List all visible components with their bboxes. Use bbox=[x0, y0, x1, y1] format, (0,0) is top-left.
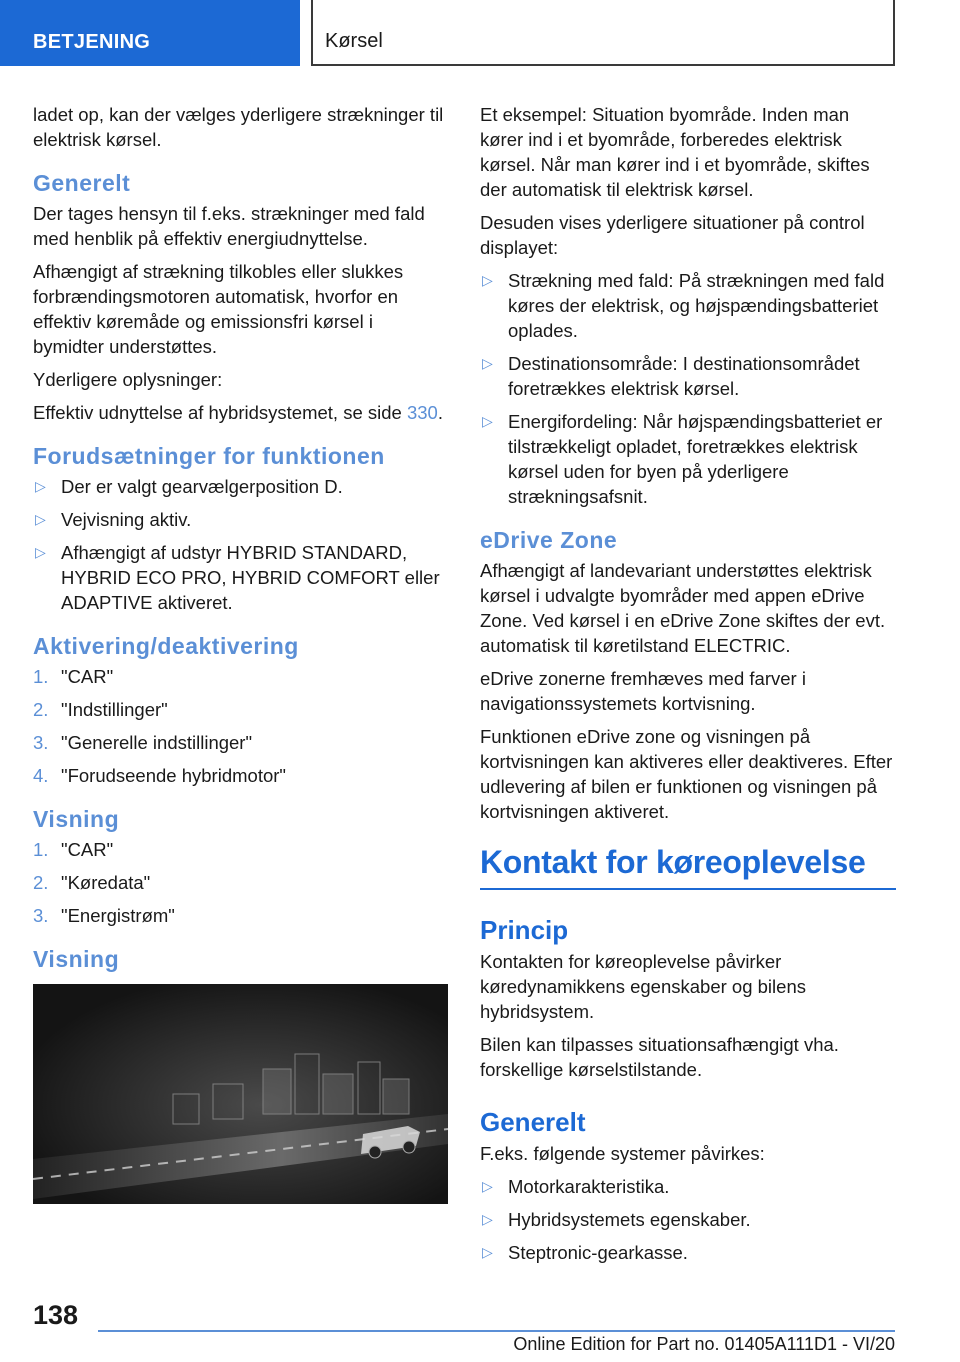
list-item: 2. "Køredata" bbox=[33, 872, 151, 893]
triangle-right-outline-icon: ▷ bbox=[482, 1211, 493, 1227]
left-column bbox=[33, 102, 448, 1204]
triangle-right-outline-icon: ▷ bbox=[35, 511, 46, 527]
page-number: 138 bbox=[33, 1300, 79, 1330]
right-column bbox=[480, 102, 896, 1273]
generelt-paragraph-4 bbox=[33, 400, 448, 425]
list-item: 2. "Indstillinger" bbox=[33, 699, 168, 720]
list-item: 3. "Generelle indstillinger" bbox=[33, 732, 253, 753]
list-item: ▷ Motorkarakteristika. bbox=[482, 1176, 670, 1197]
generelt-p4-end: . bbox=[437, 402, 443, 423]
heading-forudsaetninger: Forudsætninger for funktionen bbox=[33, 443, 385, 469]
princip-paragraph-2: Bilen kan tilpasses situationsafhængigt vha. forskellige kørselstilstande. bbox=[480, 1034, 839, 1080]
list-item: ▷ Energifordeling: Når højspændingsbatteriet er tilstrækkeligt opladet, foretrækkes elektrisk kørsel uden for byen på yderligere strækningsafsnit. bbox=[482, 411, 883, 507]
header-chapter-box bbox=[311, 0, 895, 66]
header-chapter-label: Kørsel bbox=[325, 30, 383, 52]
list-item: 4. "Forudseende hybridmotor" bbox=[33, 765, 286, 786]
list-item: ▷ Afhængigt af udstyr HYBRID STANDARD, HYBRID ECO PRO, HYBRID COMFORT eller ADAPTIVE aktiveret. bbox=[35, 542, 440, 613]
heading-generelt-right: Generelt bbox=[480, 1107, 586, 1137]
princip-paragraph-1: Kontakten for køreoplevelse påvirker køredynamikkens egenskaber og bilens hybridsystem. bbox=[480, 951, 806, 1022]
situations-paragraph: Desuden vises yderligere situationer på control displayet: bbox=[480, 212, 865, 258]
heading-generelt: Generelt bbox=[33, 170, 131, 196]
heading-princip: Princip bbox=[480, 915, 569, 945]
header-section-label: BETJENING bbox=[33, 31, 151, 53]
heading-visning-2: Visning bbox=[33, 946, 120, 972]
footer-edition: Online Edition for Part no. 01405A111D1 - VI/20 bbox=[513, 1334, 895, 1354]
list-item: ▷ Steptronic-gearkasse. bbox=[482, 1242, 688, 1263]
triangle-right-outline-icon: ▷ bbox=[482, 1178, 493, 1194]
triangle-right-outline-icon: ▷ bbox=[35, 544, 46, 560]
list-item: 1. "CAR" bbox=[33, 666, 114, 687]
generelt-p4-text: Effektiv udnyttelse af hybridsystemet, se side bbox=[33, 402, 407, 423]
list-item: ▷ Strækning med fald: På strækningen med fald køres der elektrisk, og højspændingsbatteriet oplades. bbox=[482, 270, 885, 341]
header-section-tab bbox=[0, 0, 300, 66]
triangle-right-outline-icon: ▷ bbox=[35, 478, 46, 494]
generelt-paragraph-1: Der tages hensyn til f.eks. strækninger med fald med henblik på effektiv energiudnyttelse. bbox=[33, 203, 425, 249]
list-item: ▷ Vejvisning aktiv. bbox=[35, 509, 192, 530]
edrive-paragraph-1: Afhængigt af landevariant understøttes elektrisk kørsel i udvalgte byområder med appen eDrive Zone. Ved kørsel i en eDrive Zone skiftes der evt. automatisk til køretilstand ELECTRIC. bbox=[480, 560, 886, 656]
page-reference-link[interactable]: 330 bbox=[406, 402, 438, 423]
heading-aktivering: Aktivering/deaktivering bbox=[33, 633, 299, 659]
edrive-paragraph-2: eDrive zonerne fremhæves med farver i navigationssystemets kortvisning. bbox=[480, 668, 806, 714]
footer-divider bbox=[98, 1330, 895, 1332]
list-item: 3. "Energistrøm" bbox=[33, 905, 175, 926]
example-paragraph: Et eksempel: Situation byområde. Inden man kører ind i et byområde, forberedes elektrisk kørsel. Når man kører ind i et byområde, skiftes der automatisk til elektrisk kørsel. bbox=[480, 104, 870, 200]
edrive-paragraph-3: Funktionen eDrive zone og visningen på kortvisningen kan aktiveres eller deaktiveres. Efter udlevering af bilen er funktionen og visningen på kortvisningen aktiveret. bbox=[480, 726, 893, 822]
forudsaetninger-list bbox=[33, 474, 448, 615]
generelt-right-paragraph: F.eks. følgende systemer påvirkes: bbox=[480, 1143, 765, 1164]
systems-list bbox=[480, 1174, 896, 1265]
intro-paragraph: ladet op, kan der vælges yderligere strækninger til elektrisk kørsel. bbox=[33, 104, 444, 150]
list-item: ▷ Hybridsystemets egenskaber. bbox=[482, 1209, 751, 1230]
list-item: ▷ Der er valgt gearvælgerposition D. bbox=[35, 476, 343, 497]
heading-visning: Visning bbox=[33, 806, 120, 832]
generelt-paragraph-3: Yderligere oplysninger: bbox=[33, 369, 223, 390]
list-item: 1. "CAR" bbox=[33, 839, 114, 860]
triangle-right-outline-icon: ▷ bbox=[482, 1244, 493, 1260]
heading-kontakt-koereoplevelse: Kontakt for køreoplevelse bbox=[480, 842, 896, 890]
triangle-right-outline-icon: ▷ bbox=[482, 413, 493, 429]
list-item: ▷ Destinationsområde: I destinationsområdet foretrækkes elektrisk kørsel. bbox=[482, 353, 860, 399]
visning-illustration bbox=[33, 984, 448, 1204]
visning-steps bbox=[33, 837, 448, 928]
heading-edrive-zone: eDrive Zone bbox=[480, 527, 618, 553]
generelt-paragraph-2: Afhængigt af strækning tilkobles eller slukkes forbrændingsmotoren automatisk, hvorfor en effektiv køremåde og emissionsfri kørsel i bymidter understøttes. bbox=[33, 261, 404, 357]
aktivering-steps bbox=[33, 664, 448, 788]
city-road-illustration bbox=[33, 984, 448, 1204]
triangle-right-outline-icon: ▷ bbox=[482, 272, 493, 288]
situations-list bbox=[480, 268, 896, 509]
triangle-right-outline-icon: ▷ bbox=[482, 355, 493, 371]
